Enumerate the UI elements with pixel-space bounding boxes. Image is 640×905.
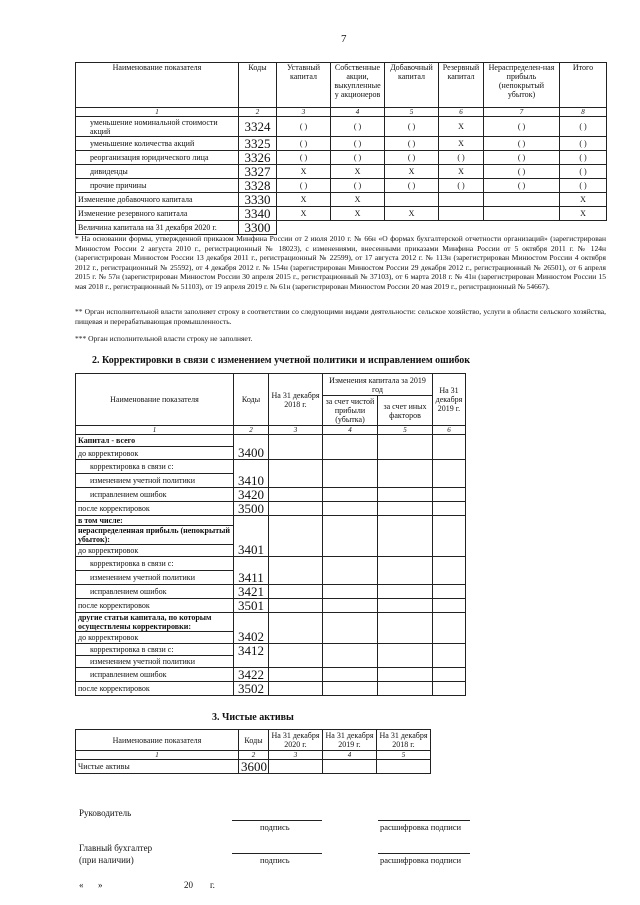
- footnote-1: * На основании формы, утвержденной приказом Минфина России от 2 июля 2010 г. № 66н «О формах бухгалтерской отчетности организаций» (зарегистрирован Минюстом России 2 августа 2010 г., регистрационный № 18023), с изменениями, внесенными приказами Минфина России от 5 октября 2011 г. № 124н (зарегистрирован Минюстом России 13 декабря 2011 г., регистрационный № 22599), от 17 августа 2012 г. № 113н (зарегистрирован Минюстом России 4 октября 2012 г., регистрационный № 25592), от 4 декабря 2012 г. № 154н (зарегистрирован Минюстом России 29 декабря 2012 г., регистрационный № 26501), от 6 апреля 2015 г. № 57н (зарегистрирован Минюстом России 30 апреля 2015 г., регистрационный № 37103), от 6 марта 2018 г. № 41н (зарегистрирован Минюстом России 15 мая 2018 г., регистрационный № 51103), от 19 апреля 2019 г. № 61н (зарегистрирован Минюстом России 20 мая 2019 г., регистрационный № 54667).: [75, 234, 606, 291]
- row-code: 3400: [234, 435, 269, 460]
- t1-colnum: 4: [331, 108, 385, 117]
- capital-changes-table: [75, 62, 607, 235]
- t2-h-other: за счет иных факторов: [378, 396, 433, 426]
- row-label: корректировка в связи с:: [76, 460, 234, 474]
- row-label: другие статьи капитала, по которым осуществлены корректировки:: [76, 613, 234, 632]
- row-code: 3328: [239, 179, 277, 193]
- cell: X: [277, 193, 331, 207]
- table-row: [76, 760, 431, 774]
- row-code: 3326: [239, 151, 277, 165]
- cell: X: [385, 165, 439, 179]
- date-open-quote: «: [79, 880, 84, 890]
- cell: ( ): [277, 179, 331, 193]
- row-label: уменьшение количества акций: [76, 137, 239, 151]
- table-row: [76, 207, 607, 221]
- table-row: [76, 585, 466, 599]
- table-row: [76, 613, 466, 632]
- row-label: исправлением ошибок: [76, 585, 234, 599]
- net-assets-table: [75, 729, 431, 774]
- row-code: 3421: [234, 585, 269, 599]
- row-label: изменением учетной политики: [76, 474, 234, 488]
- cell: [385, 221, 439, 235]
- t1-colnum: 3: [277, 108, 331, 117]
- t3-colnum: 2: [239, 751, 269, 760]
- head-signature-line: [232, 820, 322, 821]
- t2-colnum: 4: [323, 426, 378, 435]
- row-label: прочие причины: [76, 179, 239, 193]
- row-label: нераспределенная прибыль (непокрытый убыток):: [76, 526, 234, 545]
- row-label: реорганизация юридического лица: [76, 151, 239, 165]
- cell: ( ): [277, 117, 331, 137]
- row-label: Чистые активы: [76, 760, 239, 774]
- row-label: до корректировок: [76, 545, 234, 557]
- cell: ( ): [560, 117, 607, 137]
- cell: [439, 193, 484, 207]
- table-row: [76, 599, 466, 613]
- table-row: [76, 137, 607, 151]
- cell: ( ): [331, 151, 385, 165]
- row-label: уменьшение номинальной стоимости акций: [76, 117, 239, 137]
- cell: ( ): [560, 179, 607, 193]
- row-label: после корректировок: [76, 599, 234, 613]
- t1-h-own-shares: Собственные акции, выкупленные у акционеров: [331, 63, 385, 108]
- cell: X: [560, 207, 607, 221]
- section-2-title: 2. Корректировки в связи с изменением учетной политики и исправлением ошибок: [92, 355, 471, 366]
- cell: ( ): [560, 151, 607, 165]
- t1-h-total: Итого: [560, 63, 607, 108]
- t2-h-changes: Изменения капитала за 2019 год: [323, 374, 433, 396]
- cell: ( ): [385, 137, 439, 151]
- cell: X: [385, 207, 439, 221]
- table-row: [76, 516, 466, 526]
- row-code: 3325: [239, 137, 277, 151]
- cell: X: [277, 165, 331, 179]
- cell: [439, 207, 484, 221]
- date-year-suffix: г.: [210, 880, 215, 890]
- t1-colnum: 2: [239, 108, 277, 117]
- t1-colnum: 6: [439, 108, 484, 117]
- cell: ( ): [439, 151, 484, 165]
- t2-h-2018: На 31 декабря 2018 г.: [269, 374, 323, 426]
- cell: [484, 221, 560, 235]
- cell: ( ): [385, 179, 439, 193]
- row-code: 3600: [239, 760, 269, 774]
- t1-colnum: 8: [560, 108, 607, 117]
- page-number: 7: [341, 33, 347, 45]
- t3-colnum: 1: [76, 751, 239, 760]
- row-code: 3500: [234, 502, 269, 516]
- row-label: Изменение резервного капитала: [76, 207, 239, 221]
- cell: ( ): [484, 137, 560, 151]
- cell: ( ): [385, 151, 439, 165]
- table2-colnum-row: [76, 426, 466, 435]
- cell: [385, 193, 439, 207]
- head-decode-line: [378, 820, 470, 821]
- table1-header-row: [76, 63, 607, 108]
- t2-colnum: 3: [269, 426, 323, 435]
- table-row: [76, 151, 607, 165]
- row-code: 3327: [239, 165, 277, 179]
- t1-h-reserve: Резервный капитал: [439, 63, 484, 108]
- table1-colnum-row: [76, 108, 607, 117]
- cell: ( ): [484, 151, 560, 165]
- chief-signature-line: [232, 853, 322, 854]
- date-year: 20: [184, 880, 193, 890]
- t1-h-name: Наименование показателя: [76, 63, 239, 108]
- t2-colnum: 2: [234, 426, 269, 435]
- chief-decode-line: [378, 853, 470, 854]
- row-label: корректировка в связи с:: [76, 557, 234, 571]
- row-code: 3412: [234, 644, 269, 668]
- t2-h-codes: Коды: [234, 374, 269, 426]
- table-row: [76, 435, 466, 447]
- cell: X: [277, 207, 331, 221]
- table3-header-row: [76, 730, 431, 751]
- cell: ( ): [560, 137, 607, 151]
- cell: ( ): [484, 165, 560, 179]
- row-code: 3502: [234, 682, 269, 696]
- section-3-title: 3. Чистые активы: [212, 712, 294, 723]
- cell: ( ): [484, 179, 560, 193]
- cell: [439, 221, 484, 235]
- row-code: 3324: [239, 117, 277, 137]
- t3-h-2019: На 31 декабря 2019 г.: [323, 730, 377, 751]
- table-row: [76, 682, 466, 696]
- chief-signature-caption: подпись: [260, 855, 290, 865]
- row-code: 3340: [239, 207, 277, 221]
- row-label: Капитал - всего: [76, 435, 234, 447]
- row-label: исправлением ошибок: [76, 488, 234, 502]
- chief-decode-caption: расшифровка подписи: [380, 855, 462, 865]
- t3-h-name: Наименование показателя: [76, 730, 239, 751]
- table-row: [76, 179, 607, 193]
- row-code: 3422: [234, 668, 269, 682]
- t3-colnum: 3: [269, 751, 323, 760]
- t1-colnum: 5: [385, 108, 439, 117]
- t3-h-codes: Коды: [239, 730, 269, 751]
- table-row: [76, 165, 607, 179]
- head-decode-caption: расшифровка подписи: [380, 822, 462, 832]
- table-row: [76, 193, 607, 207]
- cell: [277, 221, 331, 235]
- t3-h-2020: На 31 декабря 2020 г.: [269, 730, 323, 751]
- row-code: 3402: [234, 613, 269, 644]
- cell: ( ): [277, 137, 331, 151]
- head-label: Руководитель: [79, 808, 132, 818]
- row-label: после корректировок: [76, 502, 234, 516]
- t3-colnum: 4: [323, 751, 377, 760]
- row-label: Изменение добавочного капитала: [76, 193, 239, 207]
- row-label: дивиденды: [76, 165, 239, 179]
- cell: ( ): [331, 117, 385, 137]
- table-row: [76, 488, 466, 502]
- t1-h-additional: Добавочный капитал: [385, 63, 439, 108]
- cell: X: [439, 137, 484, 151]
- cell: ( ): [484, 117, 560, 137]
- table-row: [76, 117, 607, 137]
- cell: X: [331, 207, 385, 221]
- t1-h-charter: Уставный капитал: [277, 63, 331, 108]
- row-label: исправлением ошибок: [76, 668, 234, 682]
- row-code: 3501: [234, 599, 269, 613]
- cell: X: [560, 193, 607, 207]
- cell: [331, 221, 385, 235]
- row-label: изменением учетной политики: [76, 656, 234, 668]
- t1-h-retained: Нераспределен-ная прибыль (непокрытый убыток): [484, 63, 560, 108]
- t2-colnum: 6: [433, 426, 466, 435]
- cell: ( ): [331, 179, 385, 193]
- chief-accountant-label: Главный бухгалтер: [79, 843, 153, 853]
- row-code: 3420: [234, 488, 269, 502]
- table-row: [76, 221, 607, 235]
- row-label: до корректировок: [76, 447, 234, 460]
- t2-h-name: Наименование показателя: [76, 374, 234, 426]
- row-code: 3410: [234, 460, 269, 488]
- table-row: [76, 668, 466, 682]
- cell: X: [439, 165, 484, 179]
- row-code: 3401: [234, 516, 269, 557]
- row-label: после корректировок: [76, 682, 234, 696]
- footnote-2: ** Орган исполнительной власти заполняет строку в соответствии со следующими видами деятельности: сельское хозяйство, услуги в области сельского хозяйства, пищевая и перерабатывающая промышленность.: [75, 307, 606, 326]
- date-close-quote: »: [98, 880, 103, 890]
- t2-colnum: 5: [378, 426, 433, 435]
- chief-accountant-note: (при наличии): [79, 855, 134, 865]
- cell: ( ): [277, 151, 331, 165]
- table-row: [76, 460, 466, 474]
- t2-h-net-profit: за счет чистой прибыли (убытка): [323, 396, 378, 426]
- row-code: 3330: [239, 193, 277, 207]
- row-label: до корректировок: [76, 632, 234, 644]
- cell: X: [331, 165, 385, 179]
- t2-h-2019: На 31 декабря 2019 г.: [433, 374, 466, 426]
- row-label: корректировка в связи с:: [76, 644, 234, 656]
- cell: ( ): [385, 117, 439, 137]
- t3-colnum: 5: [377, 751, 431, 760]
- t3-h-2018: На 31 декабря 2018 г.: [377, 730, 431, 751]
- t1-colnum: 7: [484, 108, 560, 117]
- table2-header-row: [76, 374, 466, 396]
- row-code: 3411: [234, 557, 269, 585]
- cell: ( ): [439, 179, 484, 193]
- table-row: [76, 502, 466, 516]
- row-label: изменением учетной политики: [76, 571, 234, 585]
- cell: ( ): [331, 137, 385, 151]
- table-row: [76, 644, 466, 656]
- head-signature-caption: подпись: [260, 822, 290, 832]
- row-label: Величина капитала на 31 декабря 2020 г.: [76, 221, 239, 235]
- t1-colnum: 1: [76, 108, 239, 117]
- cell: ( ): [560, 165, 607, 179]
- t1-h-codes: Коды: [239, 63, 277, 108]
- corrections-table: [75, 373, 466, 696]
- footnote-3: *** Орган исполнительной власти строку не заполняет.: [75, 334, 253, 343]
- cell: [484, 193, 560, 207]
- table-row: [76, 557, 466, 571]
- cell: [560, 221, 607, 235]
- cell: [484, 207, 560, 221]
- row-code: 3300: [239, 221, 277, 235]
- cell: X: [331, 193, 385, 207]
- cell: X: [439, 117, 484, 137]
- row-label: в том числе:: [76, 516, 234, 526]
- t2-colnum: 1: [76, 426, 234, 435]
